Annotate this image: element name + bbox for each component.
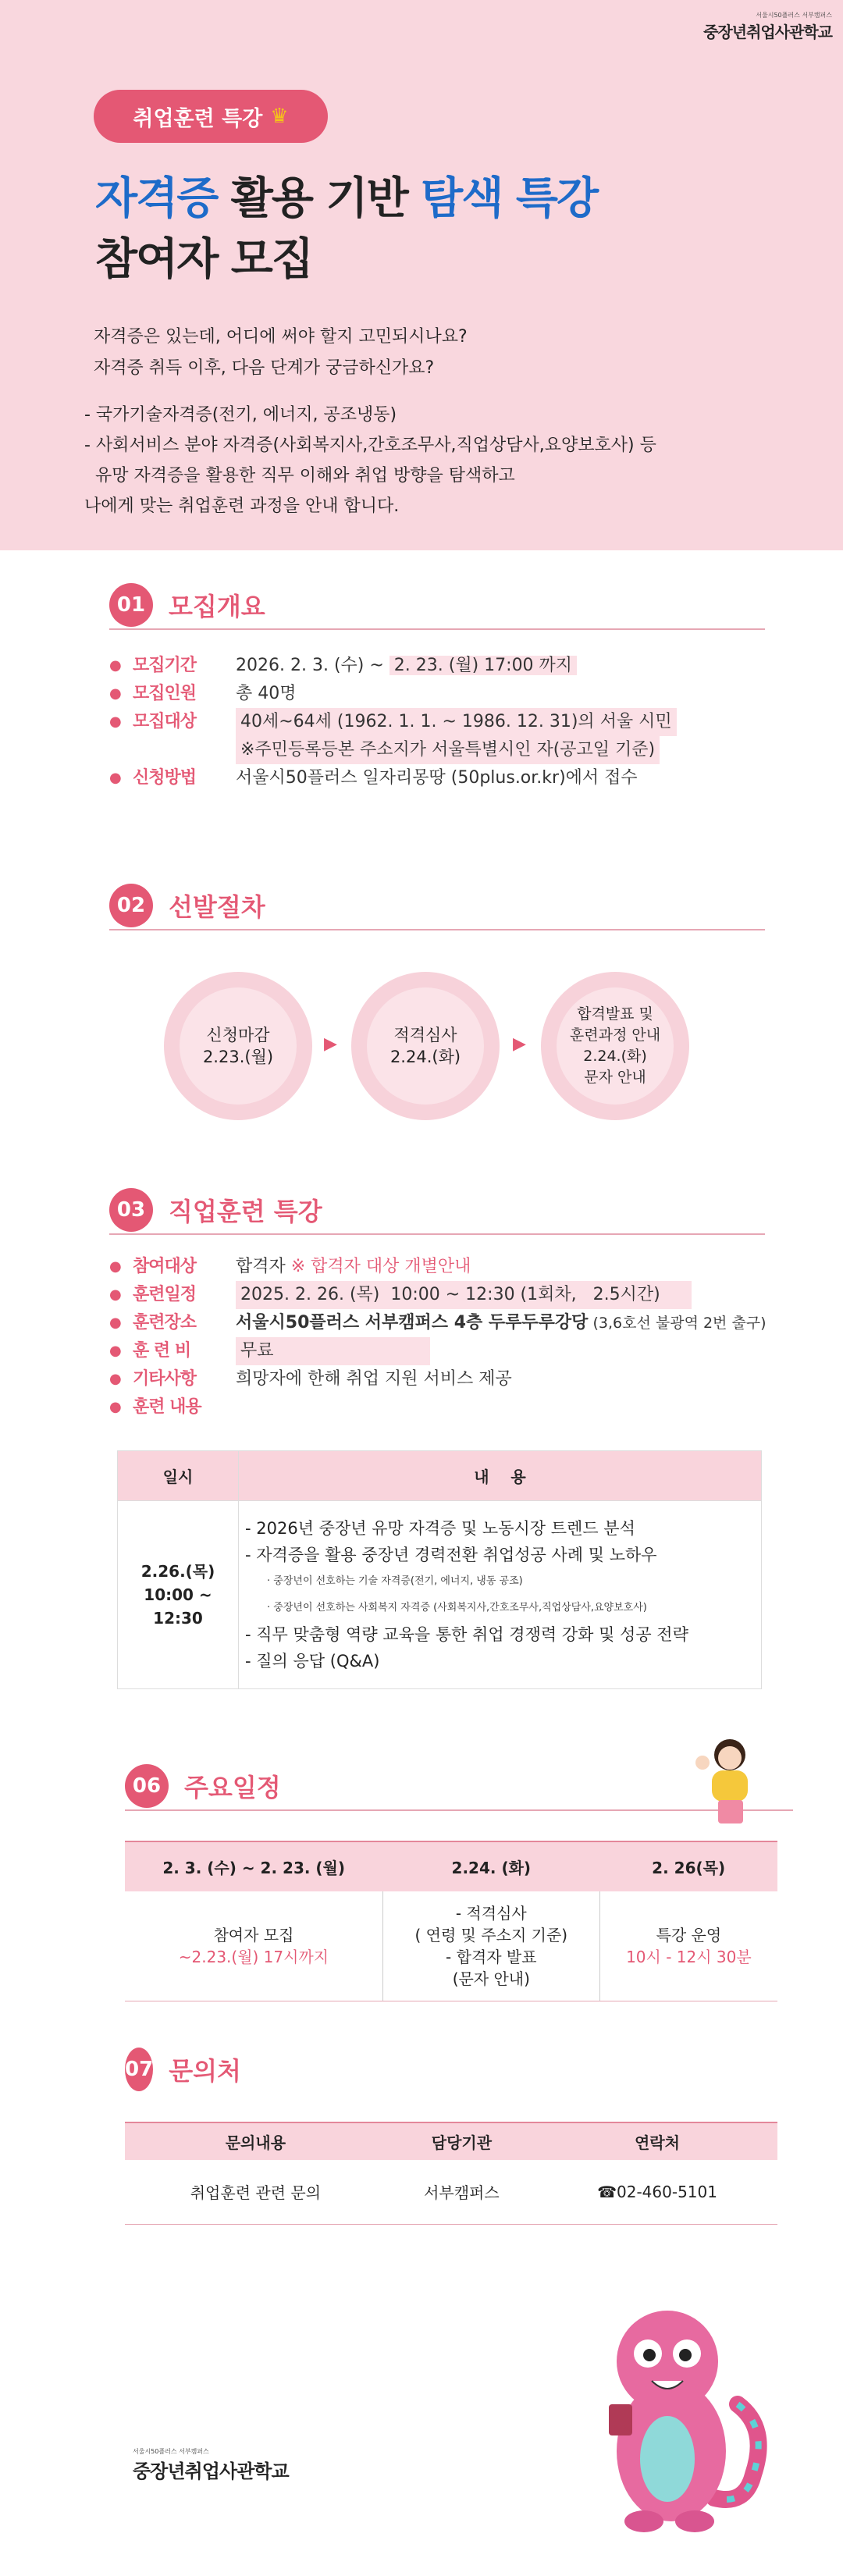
step-circle [541, 972, 689, 1120]
section-number: 06 [125, 1764, 169, 1808]
intro-text [94, 322, 468, 384]
info-value [236, 1309, 767, 1337]
intro-bullets [84, 400, 656, 521]
schedule-line: (문자 안내) [452, 1969, 530, 1988]
info-row: ● 훈련 내용 [109, 1393, 767, 1421]
category-pill [94, 90, 328, 143]
schedule-line: 특강 운영 [656, 1925, 722, 1944]
logo-sub: 서울시50플러스 서부캠퍼스 [756, 12, 832, 19]
crown-icon: ♛ [270, 105, 289, 128]
contact-header: 문의내용 [125, 2122, 386, 2160]
schedule-header: 2.24. (화) [382, 1841, 599, 1891]
pink-monster-mascot-icon [578, 2287, 773, 2537]
schedule-cell [125, 1891, 382, 2001]
step-line: 2.24.(화) [389, 1048, 461, 1066]
content-line: - 자격증을 활용 중장년 경력전환 취업성공 사례 및 노하우 [245, 1546, 657, 1564]
logo [703, 11, 832, 42]
info-row: ● 훈련장소 서울시50플러스 서부캠퍼스 4층 두루두루강당 (3,6호선 불광역 2번 출구) [109, 1309, 767, 1337]
contact-header: 연락처 [537, 2122, 777, 2160]
intro-line: 자격증은 있는데, 어디에 써야 할지 고민되시나요? [94, 327, 468, 347]
table-date [118, 1501, 239, 1689]
step-circle [351, 972, 500, 1120]
info-value [236, 652, 577, 680]
schedule-highlight: 10시 - 12시 30분 [626, 1947, 752, 1966]
info-key: 참여대상 [133, 1257, 197, 1276]
info-row [109, 736, 677, 764]
info-value [236, 1253, 471, 1281]
info-row: ● 모집인원 총 40명 [109, 680, 677, 708]
info-value: 2025. 2. 26. (목) 10:00 ~ 12:30 (1회차, 2.5시간) [236, 1281, 692, 1309]
schedule-cell [599, 1891, 777, 2001]
contact-topic: 취업훈련 관련 문의 [125, 2160, 386, 2224]
section-title: 직업훈련 특강 [169, 1197, 322, 1226]
schedule-line: ( 연령 및 주소지 기준) [414, 1925, 568, 1944]
training-info [109, 1253, 767, 1421]
bullet-line: 유망 자격증을 활용한 직무 이해와 취업 방향을 탐색하고 [84, 466, 515, 486]
contact-header: 담당기관 [386, 2122, 537, 2160]
info-key: 모집인원 [133, 684, 197, 703]
bullet-line: - 국가기술자격증(전기, 에너지, 공조냉동) [84, 405, 397, 425]
section-title: 문의처 [169, 2056, 241, 2086]
venue: 서울시50플러스 서부캠퍼스 4층 두루두루강당 [236, 1313, 589, 1332]
content-subline: · 중장년이 선호하는 사회복지 자격증 (사회복지사,간호조무사,직업상담사,요양보호사) [267, 1602, 647, 1614]
content-line: - 직무 맞춤형 역량 교육을 통한 취업 경쟁력 강화 및 성공 전략 [245, 1625, 688, 1644]
period-start: 2026. 2. 3. (수) ~ [236, 656, 389, 675]
logo-main: 중장년취업사관학교 [703, 23, 832, 41]
step-line: 신청마감 [206, 1026, 270, 1044]
title-middle: 활용 기반 [217, 173, 422, 224]
info-value: 무료 [236, 1337, 430, 1365]
section-number: 02 [109, 884, 153, 927]
training-table [117, 1450, 762, 1689]
section-number: 03 [109, 1188, 153, 1232]
target-note: ※ 합격자 대상 개별안내 [290, 1257, 471, 1276]
info-value: 서울시50플러스 일자리몽땅 (50plus.or.kr)에서 접수 [236, 768, 638, 788]
hero-banner [0, 0, 843, 550]
table-header: 내 용 [239, 1451, 762, 1501]
table-header: 일시 [118, 1451, 239, 1501]
title-line-2: 참여자 모집 [95, 234, 312, 285]
info-value: 40세~64세 (1962. 1. 1. ~ 1986. 12. 31)의 서울 시민 [236, 708, 677, 736]
arrow-icon: ▶ [324, 1034, 337, 1054]
pill-label: 취업훈련 특강 [133, 106, 263, 131]
info-row: ● 참여대상 합격자 ※ 합격자 대상 개별안내 [109, 1253, 767, 1281]
step-circle [164, 972, 312, 1120]
section-number: 07 [125, 2048, 153, 2091]
info-row: ● 기타사항 희망자에 한해 취업 지원 서비스 제공 [109, 1365, 767, 1393]
info-row: ● 신청방법 서울시50플러스 일자리몽땅 (50plus.or.kr)에서 접수 [109, 764, 677, 792]
target: 합격자 [236, 1257, 291, 1276]
title-keyword-1: 자격증 [95, 173, 218, 224]
arrow-icon: ▶ [513, 1034, 526, 1054]
step-line: 적격심사 [393, 1026, 457, 1044]
schedule-table [125, 1841, 777, 2001]
date-line: 2.26.(목) [140, 1562, 215, 1581]
info-row: ● 모집기간 2026. 2. 3. (수) ~ 2. 23. (월) 17:00 까지 [109, 652, 677, 680]
info-key: 신청방법 [133, 768, 197, 788]
step-line: 2.24.(화) [583, 1048, 647, 1065]
schedule-header: 2. 3. (수) ~ 2. 23. (월) [125, 1841, 382, 1891]
step-line: 문자 안내 [584, 1069, 646, 1086]
step-line: 2.23.(월) [202, 1048, 274, 1066]
section-header-training [109, 1187, 765, 1235]
time-line: 10:00 ~ 12:30 [144, 1585, 212, 1628]
schedule-header: 2. 26(목) [599, 1841, 777, 1891]
schedule-highlight: ~2.23.(월) 17시까지 [178, 1947, 329, 1966]
girl-illustration-icon [687, 1731, 773, 1825]
intro-line: 자격증 취득 이후, 다음 단계가 궁금하신가요? [94, 358, 435, 378]
info-key: 훈련 내용 [133, 1397, 201, 1417]
section-header-recruit [109, 582, 765, 630]
step-line: 훈련과정 안내 [569, 1026, 661, 1044]
title-keyword-2: 탐색 특강 [421, 173, 598, 224]
step-line: 합격발표 및 [577, 1005, 653, 1023]
info-row: ● 모집대상 40세~64세 (1962. 1. 1. ~ 1986. 12. 31)의 서울 시민 [109, 708, 677, 736]
section-title: 선발절차 [169, 892, 265, 922]
recruit-info [109, 652, 677, 792]
content-line: - 질의 응답 (Q&A) [245, 1652, 380, 1670]
section-title: 주요일정 [184, 1773, 281, 1802]
content-subline: · 중장년이 선호하는 기술 자격증(전기, 에너지, 냉동 공조) [267, 1575, 523, 1587]
info-value: 총 40명 [236, 684, 297, 703]
info-key: 기타사항 [133, 1369, 197, 1389]
contact-office: 서부캠퍼스 [386, 2160, 537, 2224]
info-key: 모집기간 [133, 656, 197, 675]
section-header-selection [109, 882, 765, 930]
schedule-cell [382, 1891, 599, 2001]
info-key: 훈련장소 [133, 1313, 197, 1332]
info-value: 희망자에 한해 취업 지원 서비스 제공 [236, 1369, 512, 1389]
contact-table [125, 2122, 777, 2225]
footer-logo [133, 2447, 289, 2483]
info-key: 훈련일정 [133, 1285, 197, 1304]
table-content [239, 1501, 762, 1689]
info-key: 모집대상 [133, 712, 197, 731]
info-row: ● 훈련일정 2025. 2. 26. (목) 10:00 ~ 12:30 (1회차, 2.5시간) [109, 1281, 767, 1309]
info-key: 훈 련 비 [133, 1341, 191, 1361]
schedule-line: 참여자 모집 [213, 1925, 294, 1944]
content-line: - 2026년 중장년 유망 자격증 및 노동시장 트렌드 분석 [245, 1519, 635, 1538]
logo-sub: 서울시50플러스 서부캠퍼스 [133, 2448, 209, 2455]
title-line-1 [95, 164, 597, 226]
schedule-line: - 적격심사 [455, 1903, 527, 1923]
section-number: 01 [109, 583, 153, 627]
venue-note: (3,6호선 불광역 2번 출구) [588, 1315, 767, 1332]
bullet-line: 나에게 맞는 취업훈련 과정을 안내 합니다. [84, 496, 400, 516]
period-end: 2. 23. (월) 17:00 까지 [389, 656, 577, 675]
contact-phone[interactable]: ☎02-460-5101 [537, 2160, 777, 2224]
bullet-line: - 사회서비스 분야 자격증(사회복지사,간호조무사,직업상담사,요양보호사) 등 [84, 436, 656, 455]
info-note: ※주민등록등본 주소지가 서울특별시인 자(공고일 기준) [236, 736, 660, 764]
logo-main: 중장년취업사관학교 [133, 2460, 289, 2482]
schedule-line: - 합격자 발표 [446, 1947, 537, 1966]
info-row: ● 훈 련 비 무료 [109, 1337, 767, 1365]
section-title: 모집개요 [169, 592, 265, 621]
